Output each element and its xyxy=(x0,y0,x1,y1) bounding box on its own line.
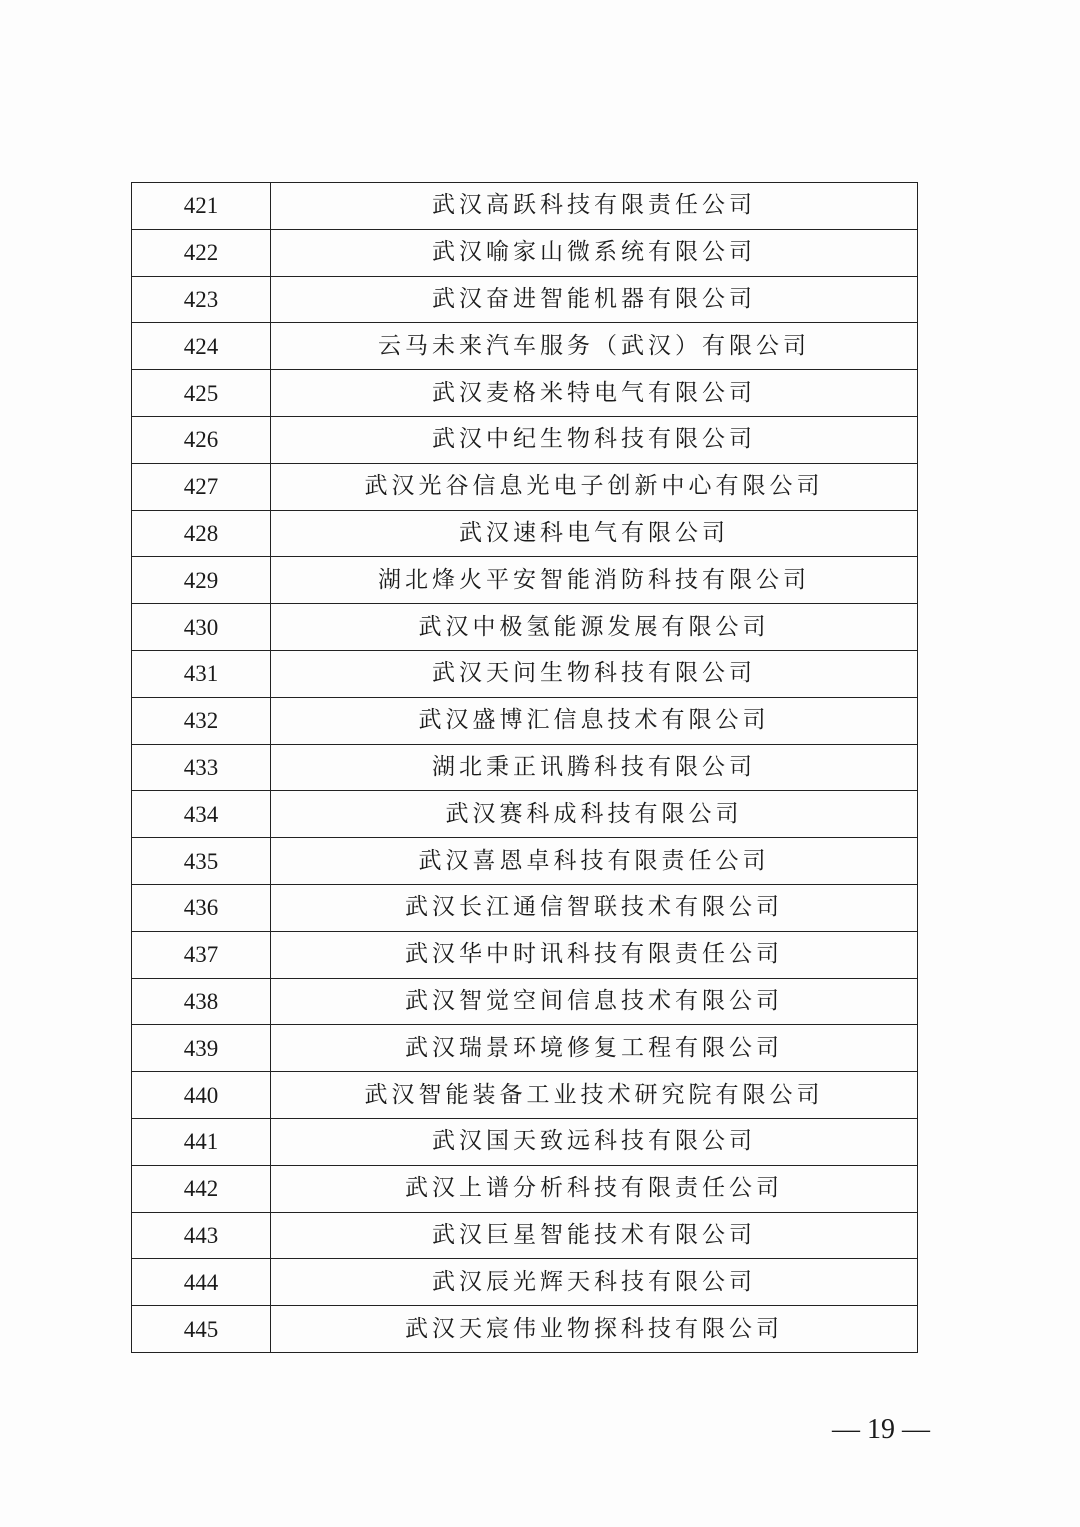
table-row xyxy=(132,510,918,557)
company-name: 云马未来汽车服务（武汉）有限公司 xyxy=(271,323,918,370)
row-number: 433 xyxy=(132,744,271,791)
table-row xyxy=(132,323,918,370)
company-name: 武汉光谷信息光电子创新中心有限公司 xyxy=(271,463,918,510)
table-row xyxy=(132,1025,918,1072)
table-row xyxy=(132,416,918,463)
table-row xyxy=(132,183,918,230)
row-number: 430 xyxy=(132,604,271,651)
company-name: 武汉盛博汇信息技术有限公司 xyxy=(271,697,918,744)
row-number: 432 xyxy=(132,697,271,744)
page-number: — 19 — xyxy=(832,1414,930,1445)
row-number: 427 xyxy=(132,463,271,510)
table-row xyxy=(132,931,918,978)
company-name: 武汉瑞景环境修复工程有限公司 xyxy=(271,1025,918,1072)
company-name: 武汉喻家山微系统有限公司 xyxy=(271,229,918,276)
company-name: 武汉华中时讯科技有限责任公司 xyxy=(271,931,918,978)
table-row xyxy=(132,884,918,931)
row-number: 438 xyxy=(132,978,271,1025)
company-name: 武汉巨星智能技术有限公司 xyxy=(271,1212,918,1259)
company-name: 武汉中极氢能源发展有限公司 xyxy=(271,604,918,651)
company-name: 武汉喜恩卓科技有限责任公司 xyxy=(271,838,918,885)
row-number: 431 xyxy=(132,650,271,697)
row-number: 440 xyxy=(132,1072,271,1119)
table-row xyxy=(132,557,918,604)
table-row xyxy=(132,1259,918,1306)
company-name: 湖北烽火平安智能消防科技有限公司 xyxy=(271,557,918,604)
row-number: 436 xyxy=(132,884,271,931)
table-row xyxy=(132,276,918,323)
table-row xyxy=(132,1212,918,1259)
row-number: 434 xyxy=(132,791,271,838)
company-name: 武汉中纪生物科技有限公司 xyxy=(271,416,918,463)
row-number: 439 xyxy=(132,1025,271,1072)
table-row xyxy=(132,1165,918,1212)
row-number: 441 xyxy=(132,1118,271,1165)
company-list-table xyxy=(131,182,918,1353)
table-row xyxy=(132,978,918,1025)
table-row xyxy=(132,229,918,276)
table-row xyxy=(132,604,918,651)
company-name: 武汉智能装备工业技术研究院有限公司 xyxy=(271,1072,918,1119)
table-row xyxy=(132,1118,918,1165)
table-row xyxy=(132,838,918,885)
company-name: 武汉麦格米特电气有限公司 xyxy=(271,370,918,417)
row-number: 444 xyxy=(132,1259,271,1306)
row-number: 423 xyxy=(132,276,271,323)
company-name: 武汉智觉空间信息技术有限公司 xyxy=(271,978,918,1025)
company-name: 武汉国天致远科技有限公司 xyxy=(271,1118,918,1165)
row-number: 435 xyxy=(132,838,271,885)
company-name: 武汉速科电气有限公司 xyxy=(271,510,918,557)
table-row xyxy=(132,463,918,510)
company-name: 武汉长江通信智联技术有限公司 xyxy=(271,884,918,931)
row-number: 424 xyxy=(132,323,271,370)
row-number: 442 xyxy=(132,1165,271,1212)
table-row xyxy=(132,370,918,417)
company-name: 武汉上谱分析科技有限责任公司 xyxy=(271,1165,918,1212)
row-number: 437 xyxy=(132,931,271,978)
table-row xyxy=(132,697,918,744)
row-number: 421 xyxy=(132,183,271,230)
row-number: 443 xyxy=(132,1212,271,1259)
table-row xyxy=(132,791,918,838)
company-name: 武汉赛科成科技有限公司 xyxy=(271,791,918,838)
table-row xyxy=(132,1072,918,1119)
company-name: 武汉辰光辉天科技有限公司 xyxy=(271,1259,918,1306)
row-number: 426 xyxy=(132,416,271,463)
company-name: 武汉高跃科技有限责任公司 xyxy=(271,183,918,230)
table-row xyxy=(132,1306,918,1353)
company-name: 武汉奋进智能机器有限公司 xyxy=(271,276,918,323)
row-number: 445 xyxy=(132,1306,271,1353)
row-number: 428 xyxy=(132,510,271,557)
company-list-body xyxy=(132,183,918,1353)
company-name: 湖北秉正讯腾科技有限公司 xyxy=(271,744,918,791)
company-name: 武汉天宸伟业物探科技有限公司 xyxy=(271,1306,918,1353)
company-name: 武汉天问生物科技有限公司 xyxy=(271,650,918,697)
table-row xyxy=(132,650,918,697)
row-number: 425 xyxy=(132,370,271,417)
row-number: 429 xyxy=(132,557,271,604)
table-row xyxy=(132,744,918,791)
row-number: 422 xyxy=(132,229,271,276)
